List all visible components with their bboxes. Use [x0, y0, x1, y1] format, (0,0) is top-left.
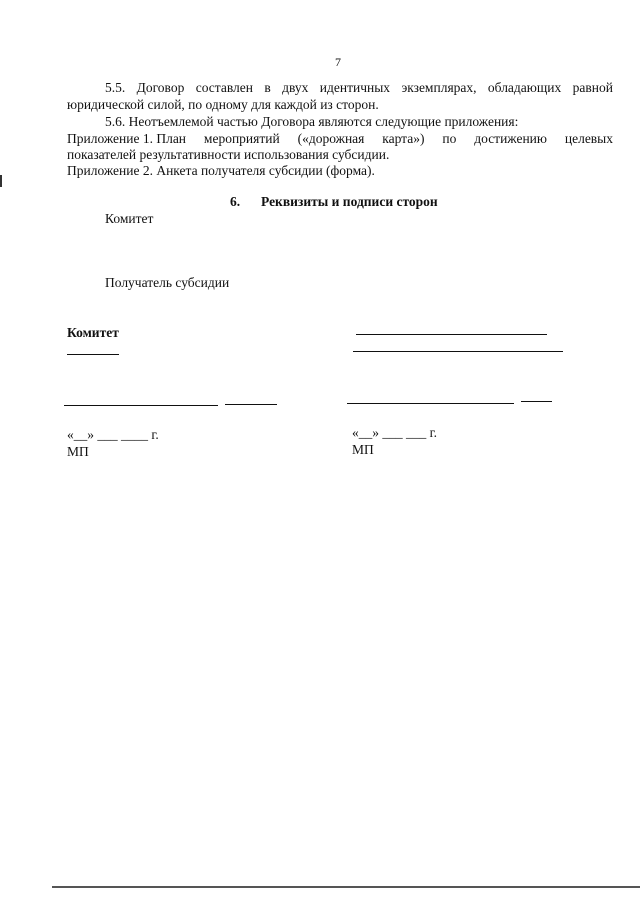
signature-line [67, 354, 119, 355]
page-number: 7 [335, 55, 341, 69]
word: идентичных [319, 80, 391, 95]
word: экземплярах, [401, 80, 477, 95]
signature-line [347, 403, 514, 404]
word: двух [282, 80, 309, 95]
party-committee-label: Комитет [105, 211, 154, 226]
word: мероприятий [203, 131, 280, 146]
word: достижению [474, 131, 547, 146]
appendix-1-line-2: показателей результативности использования субсидии. [67, 147, 390, 162]
scan-bottom-edge [52, 886, 640, 888]
signature-line [225, 404, 277, 405]
word: в [264, 80, 271, 95]
word: по [442, 131, 457, 146]
section-6-number: 6. [230, 194, 241, 209]
word: Приложение 1. План [67, 131, 187, 146]
word: целевых [564, 131, 613, 146]
clause-5-5-line-1 [105, 81, 613, 95]
signature-committee-heading: Комитет [67, 325, 119, 340]
word: 5.5. [105, 80, 126, 95]
signature-line [521, 401, 552, 402]
clause-5-6: 5.6. Неотъемлемой частью Договора являются следующие приложения: [105, 114, 519, 129]
signature-line [64, 405, 218, 406]
appendix-1-line-1 [67, 132, 613, 146]
signature-line [353, 351, 563, 352]
stamp-left: МП [67, 444, 89, 459]
appendix-2: Приложение 2. Анкета получателя субсидии (форма). [67, 163, 375, 178]
date-field-left: «__» ___ ____ г. [67, 427, 159, 442]
word: («дорожная [297, 131, 365, 146]
stamp-right: МП [352, 442, 374, 457]
section-6-title: Реквизиты и подписи сторон [261, 194, 438, 209]
party-recipient-label: Получатель субсидии [105, 275, 230, 290]
word: составлен [195, 80, 253, 95]
word: карта») [382, 131, 425, 146]
signature-line [356, 334, 547, 335]
word: обладающих [487, 80, 562, 95]
word: равной [572, 80, 613, 95]
word: Договор [136, 80, 185, 95]
clause-5-5-line-2: юридической силой, по одному для каждой из сторон. [67, 97, 379, 112]
date-field-right: «__» ___ ___ г. [352, 425, 438, 440]
scan-edge-mark [0, 175, 2, 187]
